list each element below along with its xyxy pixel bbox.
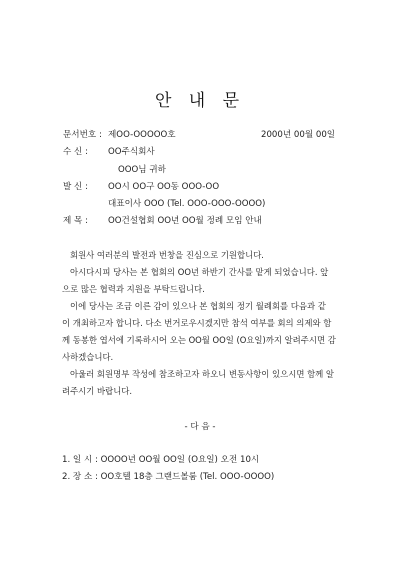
body-line-4: 이에 당사는 조금 이른 감이 있으나 본 협회의 정기 월례회를 다음과 같 [70, 301, 326, 311]
doc-date: 2000년 00월 00일 [261, 130, 336, 140]
sender-representative: 대표이사 OOO (Tel. OOO-OOO-OOOO) [108, 199, 266, 209]
body-line-8: 아울러 회원명부 작성에 참조하고자 하오니 변동사항이 있으시면 함께 알 [70, 369, 335, 379]
recipient-company: OO주식회사 [108, 147, 155, 157]
body-line-1: 회원사 여러분의 발전과 번창을 진심으로 기원합니다. [70, 250, 264, 260]
doc-number-value: 제OO-OOOOO호 [108, 130, 176, 140]
body-line-7: 사하겠습니다. [62, 352, 114, 362]
doc-number-label: 문서번호 : [63, 130, 102, 140]
recipient-person: OOO님 귀하 [118, 165, 166, 175]
body-line-2: 아시다시피 당사는 본 협회의 OO년 하반기 간사를 맡게 되었습니다. 앞 [70, 267, 329, 277]
recipient-label: 수 신 : [63, 147, 88, 157]
body-line-5: 이 개최하고자 합니다. 다소 번거로우시겠지만 참석 여부를 회의 의제와 함 [62, 318, 332, 328]
body-line-6: 께 동봉한 엽서에 기록하시어 오는 OO월 OO일 (O요일)까지 알려주시면 감 [62, 335, 336, 345]
sender-address: OO시 OO구 OO동 OOO-OO [108, 182, 220, 192]
subject-value: OO건설협회 OO년 OO월 정례 모임 안내 [108, 216, 262, 226]
item-location: 2. 장 소 : OO호텔 18층 그랜드볼룸 (Tel. OOO-OOOO) [62, 472, 275, 482]
subject-label: 제 목 : [63, 216, 88, 226]
notice-title: 안 내 문 [154, 91, 246, 111]
body-line-3: 으로 많은 협력과 지원을 부탁드립니다. [62, 284, 205, 294]
body-line-9: 려주시기 바랍니다. [62, 386, 133, 396]
da-eum-heading: - 다 음 - [184, 422, 216, 432]
item-datetime: 1. 일 시 : OOOO년 OO월 OO일 (O요일) 오전 10시 [62, 455, 260, 465]
sender-label: 발 신 : [63, 182, 88, 192]
